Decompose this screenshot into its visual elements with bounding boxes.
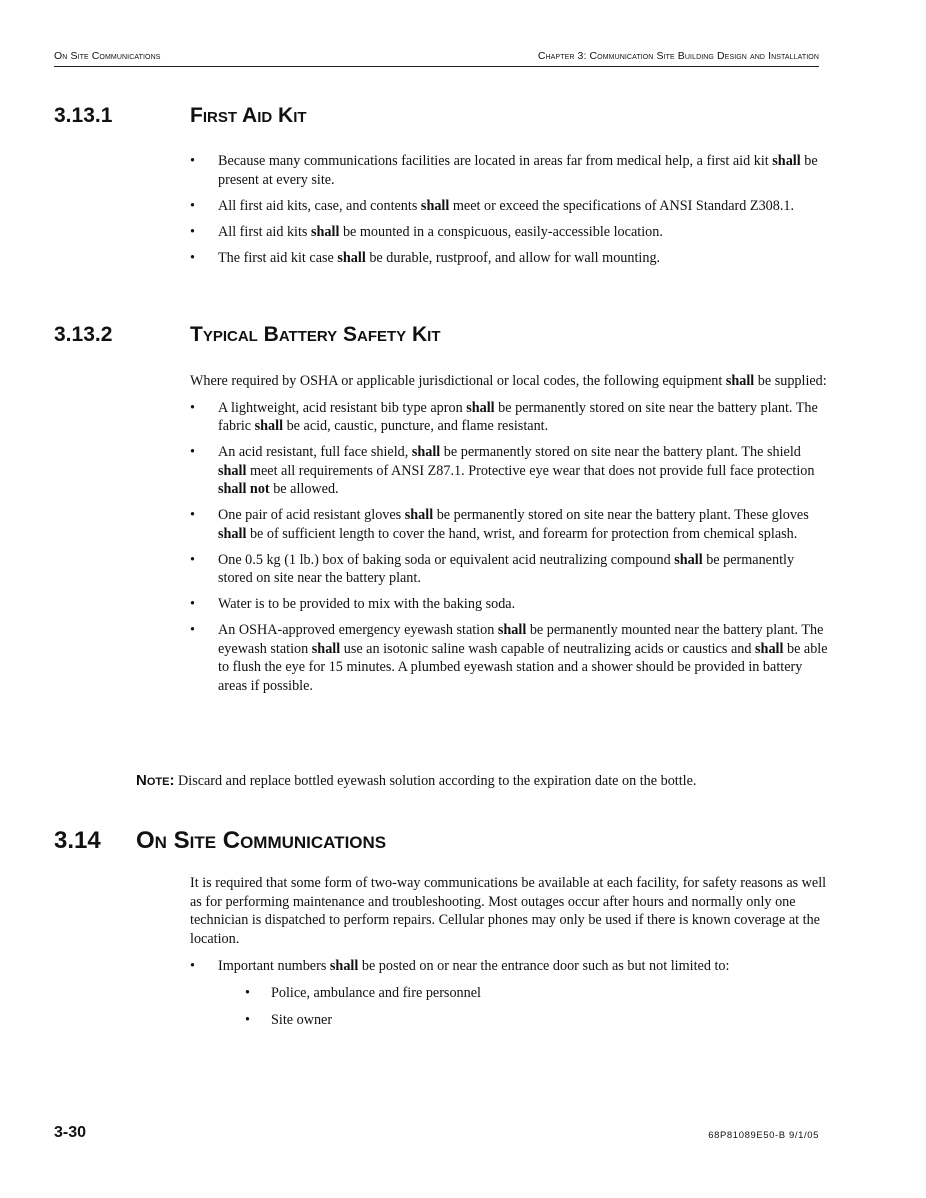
list-item: • All first aid kits shall be mounted in a conspicuous, easily-accessible location. (190, 223, 830, 242)
emphasis: shall (311, 640, 341, 657)
section-3131-title: First Aid Kit (190, 104, 307, 127)
section-3131-body (190, 152, 830, 275)
contacts-sublist (245, 984, 830, 1030)
list-item: • An OSHA-approved emergency eyewash station shall be permanently mounted near the battery plant. The eyewash station shall use an isotonic saline wash capable of neutralizing acids or caustics and shall be able to flush the eye for 15 minutes. A plumbed eyewash station and a shower should be provided in battery areas if possible. (190, 621, 830, 695)
note-text: Discard and replace bottled eyewash solution according to the expiration date on the bottle. (178, 773, 697, 789)
list-item (190, 957, 830, 1029)
emphasis: shall (404, 507, 434, 523)
section-3132-body (190, 372, 830, 703)
page-number: 3-30 (54, 1124, 87, 1141)
section-314-body (190, 874, 830, 1038)
list-item: • All first aid kits, case, and contents shall meet or exceed the specifications of ANSI Standard Z308.1. (190, 197, 830, 216)
emphasis: shall (329, 958, 359, 974)
first-aid-kit-list (190, 152, 830, 267)
document-id: 68P81089E50-B 9/1/05 (708, 1130, 819, 1141)
running-header-left: On Site Communications (54, 50, 161, 62)
battery-safety-list (190, 399, 830, 696)
note-label: Note: (136, 772, 175, 789)
communications-list (190, 957, 830, 1029)
section-314-paragraph: It is required that some form of two-way communications be available at each facility, for safety reasons as well as for performing maintenance and troubleshooting. Most outages occur after hours and normally only one technician is dispatched to perform repairs. Cellular phones may only be used if there is known coverage at the location. (190, 875, 827, 947)
list-item: • One pair of acid resistant gloves shall be permanently stored on site near the battery plant. These gloves shall be of sufficient length to cover the hand, wrist, and forearm for protection from chemical splash. (190, 506, 830, 543)
emphasis: shall (674, 551, 703, 568)
list-item: • Because many communications facilities are located in areas far from medical help, a first aid kit shall be present at every site. (190, 152, 830, 189)
emphasis: shall (218, 525, 247, 542)
emphasis: shall (466, 399, 495, 416)
emphasis: shall (411, 444, 441, 460)
section-3132-intro: Where required by OSHA or applicable jurisdictional or local codes, the following equipment shall be supplied: (190, 373, 827, 389)
emphasis: shall (337, 249, 366, 266)
running-header-right: Chapter 3: Communication Site Building Design and Installation (537, 50, 819, 62)
emphasis: shall not (218, 481, 270, 497)
emphasis: shall (755, 640, 784, 657)
list-item: • A lightweight, acid resistant bib type apron shall be permanently stored on site near the battery plant. The fabric shall be acid, caustic, puncture, and flame resistant. (190, 399, 830, 436)
note (136, 772, 696, 790)
section-3132-title: Typical Battery Safety Kit (190, 323, 441, 346)
emphasis: shall (218, 462, 247, 479)
sub-list-item: • Police, ambulance and fire personnel (245, 984, 830, 1003)
emphasis: shall (254, 418, 284, 434)
section-314-title: On Site Communications (136, 827, 387, 854)
emphasis: shall (420, 197, 450, 214)
emphasis: shall (725, 373, 755, 389)
section-3131-number: 3.13.1 (54, 104, 113, 127)
list-item: • An acid resistant, full face shield, shall be permanently stored on site near the battery plant. The shield shall meet all requirements of ANSI Z87.1. Protective eye wear that does not provide full face protection shall not be allowed. (190, 443, 830, 499)
list-item: • Water is to be provided to mix with the baking soda. (190, 595, 830, 614)
sub-list-item: • Site owner (245, 1011, 830, 1030)
list-item-text: Important numbers shall be posted on or near the entrance door such as but not limited to: (218, 958, 730, 974)
list-item: • One 0.5 kg (1 lb.) box of baking soda or equivalent acid neutralizing compound shall be permanently stored on site near the battery plant. (190, 551, 830, 588)
header-rule (54, 66, 819, 67)
emphasis: shall (772, 153, 801, 169)
section-314-number: 3.14 (54, 827, 101, 854)
emphasis: shall (311, 223, 340, 240)
list-item: • The first aid kit case shall be durable, rustproof, and allow for wall mounting. (190, 249, 830, 268)
section-3132-number: 3.13.2 (54, 323, 113, 346)
emphasis: shall (497, 622, 527, 638)
